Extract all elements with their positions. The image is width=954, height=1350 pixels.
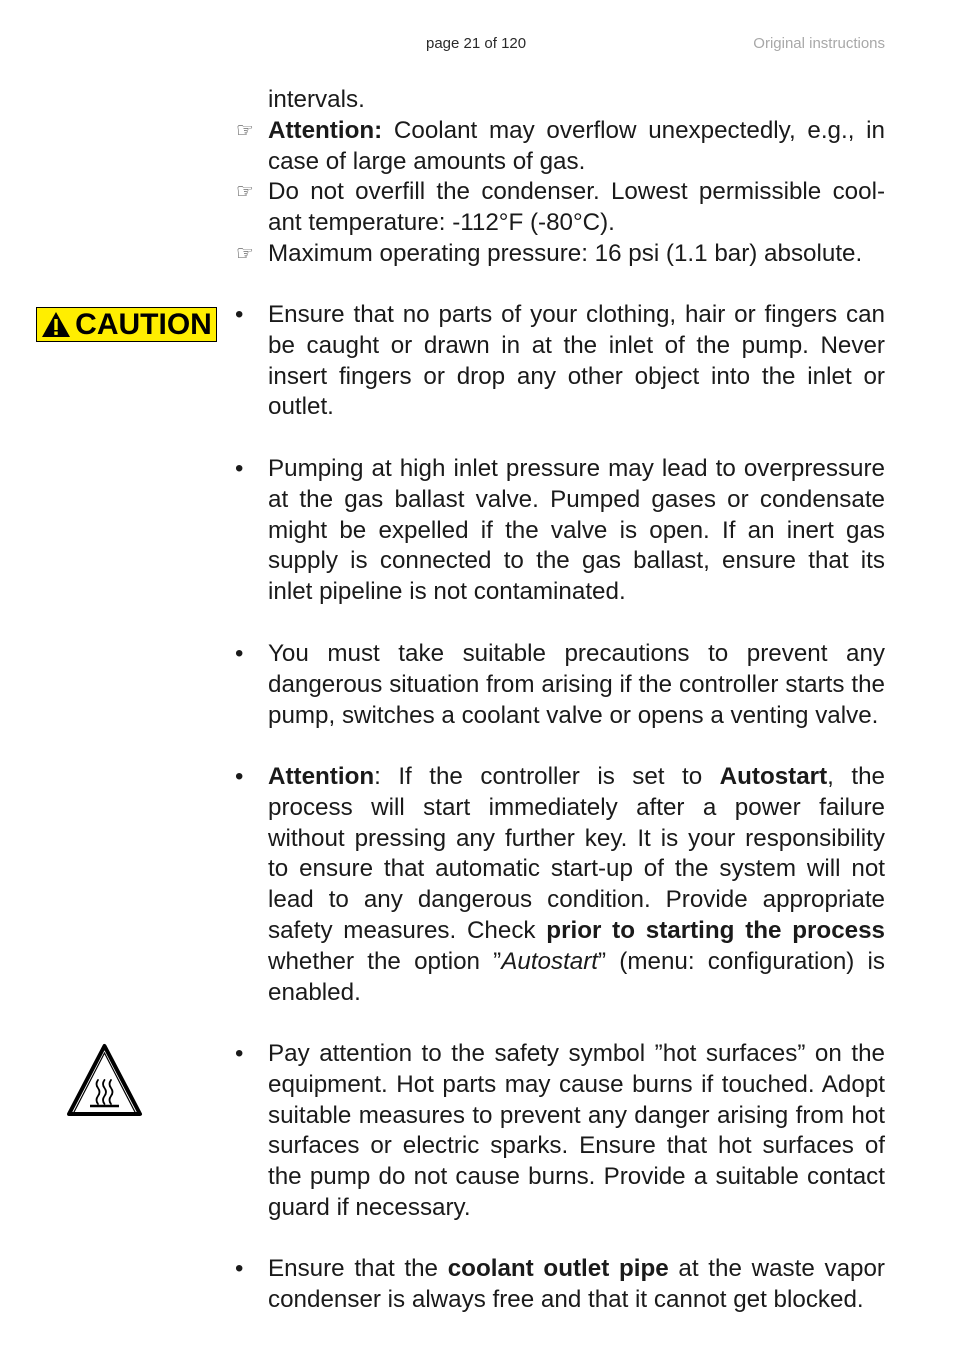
- note-overfill-line1: Do not overfill the condenser. Lowest permissible cool-: [268, 178, 885, 205]
- note-attention-bold: Attention:: [268, 117, 383, 144]
- bullet-coolant-outlet: [268, 1254, 885, 1316]
- bullet-marker: •: [235, 763, 244, 790]
- coolant-outlet-bold: coolant outlet pipe: [447, 1255, 669, 1282]
- autostart-bold: Autostart: [719, 763, 828, 790]
- autostart-italic: Autostart: [501, 947, 599, 975]
- coolant-text-1: Ensure that the: [268, 1255, 448, 1282]
- note-attention-line2: case of large amounts of gas.: [268, 148, 586, 175]
- bullet-overpressure: Pumping at high inlet pressure may lead to overpressure at the gas ballast valve. Pumped gases or condensate might be expelled if the valve is open. If an inert gas supply is connected to the gas ballast, ensure that its inlet pipeline is not contaminated.: [268, 455, 885, 606]
- warning-triangle-icon: [41, 311, 71, 338]
- autostart-text-1: : If the controller is set to: [374, 763, 720, 790]
- page-number: page 21 of 120: [426, 35, 527, 52]
- note-attention-line1: [268, 116, 885, 147]
- caution-text: CAUTION: [75, 307, 212, 341]
- note-overfill-line2: ant temperature: -112°F (-80°C).: [268, 209, 615, 236]
- bullet-clothing: Ensure that no parts of your clothing, hair or fingers can be caught or drawn in at the inlet of the pump. Never insert fingers or drop any other object into the inlet or outlet.: [268, 301, 885, 421]
- bullet-marker: •: [235, 1040, 244, 1067]
- continued-text: intervals.: [268, 86, 365, 113]
- pointing-hand-icon: ☞: [236, 120, 254, 142]
- caution-label: [36, 307, 217, 342]
- bullet-marker: •: [235, 455, 244, 482]
- bullet-marker: •: [235, 301, 244, 328]
- note-attention-text: Coolant may overflow unexpectedly, e.g., in: [382, 117, 885, 144]
- hot-surface-warning-icon: [66, 1043, 143, 1118]
- bullet-marker: •: [235, 1255, 244, 1282]
- pointing-hand-icon: ☞: [236, 181, 254, 203]
- bullet-hot-surfaces: Pay attention to the safety symbol ”hot surfaces” on the equipment. Hot parts may cause burns if touched. Adopt suitable measures to prevent any danger arising from hot surfaces or electric sparks. Ensure that hot surfaces of the pump do not cause burns. Provide a suitable contact guard if necessary.: [268, 1040, 885, 1221]
- autostart-text-3: whether the option ”: [268, 947, 502, 975]
- autostart-text-2: , the process will start immediately after a power failure without pressing any further key. It is your responsibility to ensure that automatic start-up of the system will not lead to any dangerous condition. Provide appropriate safety measures. Check: [268, 763, 885, 944]
- prior-to-start-bold: prior to starting the process: [546, 916, 885, 944]
- autostart-text-4: ” (menu: configuration) is enabled.: [268, 947, 885, 1006]
- pointing-hand-icon: ☞: [236, 243, 254, 265]
- bullet-marker: •: [235, 640, 244, 667]
- coolant-text-2: at the waste vapor condenser is always free and that it cannot get blocked.: [268, 1255, 885, 1313]
- doc-type-label: Original instructions: [753, 35, 885, 52]
- note-pressure-line: Maximum operating pressure: 16 psi (1.1 bar) absolute.: [268, 240, 863, 267]
- bullet-autostart: [268, 762, 885, 1008]
- autostart-attention-bold: Attention: [268, 763, 375, 790]
- bullet-precautions: You must take suitable precautions to prevent any dangerous situation from arising if the controller starts the pump, switches a coolant valve or opens a venting valve.: [268, 640, 885, 729]
